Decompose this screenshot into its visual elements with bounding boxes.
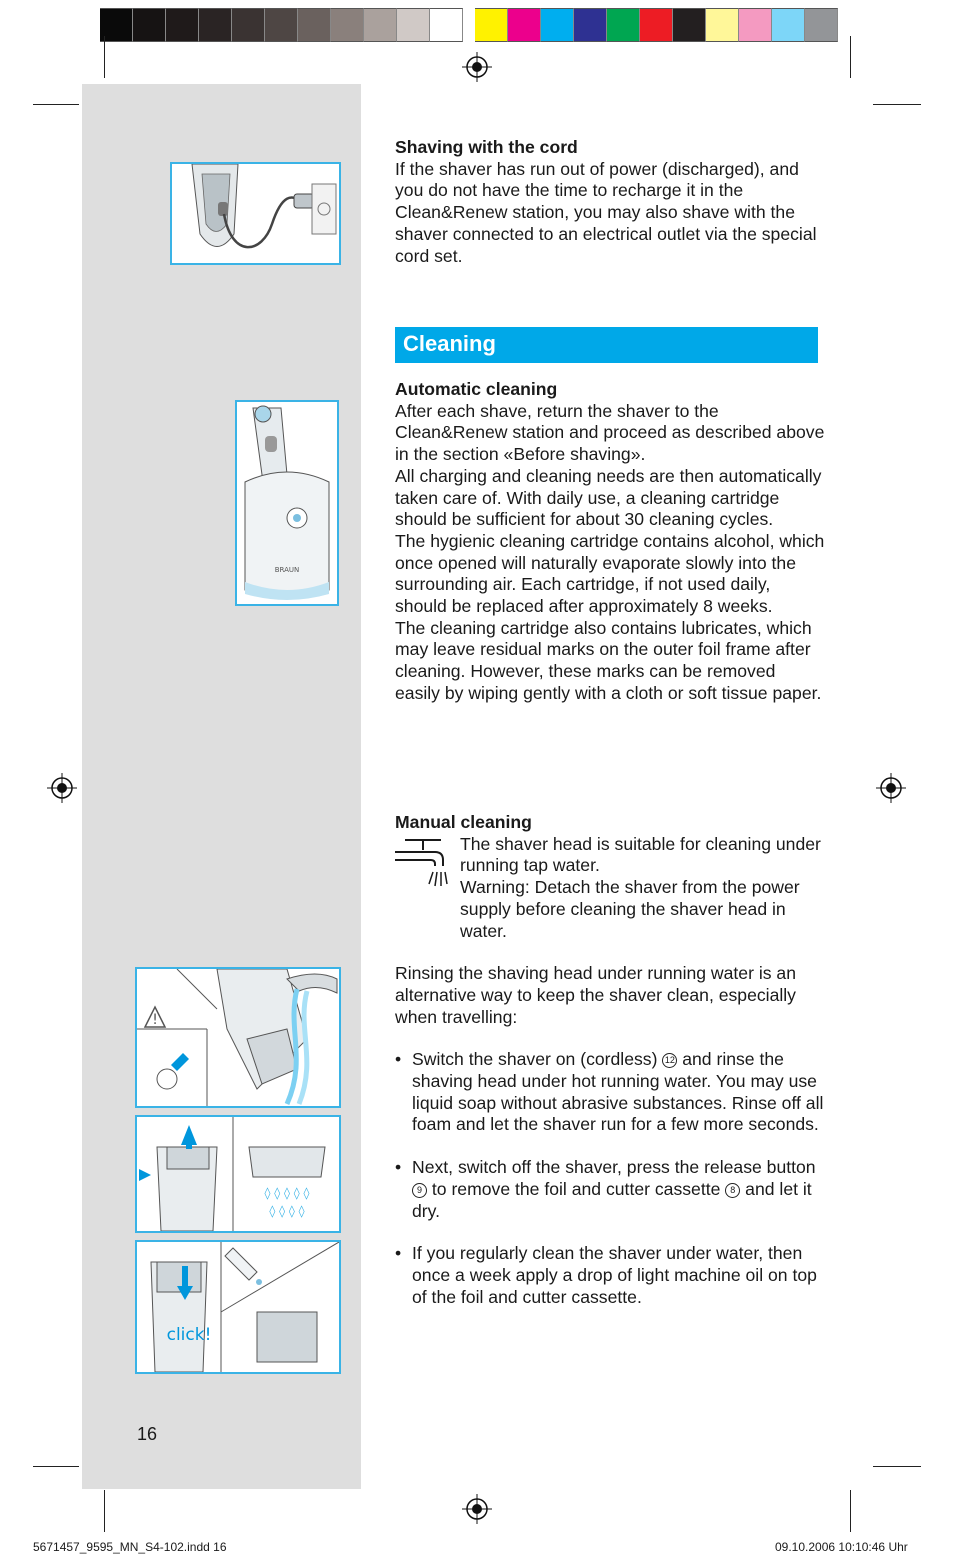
station-illustration (237, 402, 337, 604)
crop-mark (850, 36, 851, 78)
footer-timestamp: 09.10.2006 10:10:46 Uhr (775, 1540, 908, 1554)
registration-mark-icon (462, 1494, 492, 1524)
svg-text:◊ ◊ ◊ ◊ ◊: ◊ ◊ ◊ ◊ ◊ (264, 1186, 310, 1200)
crop-mark (104, 1490, 105, 1532)
paragraph: The hygienic cleaning cartridge contains alcohol, which once opened will naturally evaporate slowly into the surrounding air. Each cartridge, if not used daily, should be replaced after approximately 8 weeks. (395, 530, 825, 617)
rinsing-illustration (137, 969, 339, 1106)
color-swatch (739, 8, 772, 42)
color-swatch (475, 8, 508, 42)
registration-mark-icon (876, 773, 906, 803)
color-swatch (541, 8, 574, 42)
color-swatch (772, 8, 805, 42)
color-swatch (706, 8, 739, 42)
callout-number: 12 (662, 1053, 677, 1068)
color-swatch (265, 8, 298, 42)
svg-text:!: ! (152, 1012, 158, 1028)
crop-mark (33, 104, 79, 105)
warning-text: Warning: Detach the shaver from the power supply before cleaning the shaver head in water. (460, 877, 800, 941)
list-item: • If you regularly clean the shaver under water, then once a week apply a drop of light machine oil on top of the foil and cutter cassette. (395, 1243, 817, 1307)
color-swatch (166, 8, 199, 42)
crop-mark (873, 104, 921, 105)
svg-text:◊ ◊ ◊ ◊: ◊ ◊ ◊ ◊ (269, 1204, 305, 1218)
color-swatch (199, 8, 232, 42)
section-manual-cleaning (395, 812, 825, 1308)
color-swatch (805, 8, 838, 42)
crop-mark (33, 1466, 79, 1467)
crop-mark (850, 1490, 851, 1532)
oiling-illustration (137, 1242, 339, 1372)
color-calibration-bar (100, 8, 838, 42)
paragraph: All charging and cleaning needs are then automatically taken care of. With daily use, a cleaning cartridge should be sufficient for about 30 cleaning cycles. (395, 465, 822, 530)
paragraph: After each shave, return the shaver to the Clean&Renew station and proceed as described above in the section «Before shaving». (395, 400, 825, 465)
bullet-dot: • (395, 1049, 402, 1070)
cleaning-heading-bar (395, 327, 818, 363)
crop-mark (104, 36, 105, 78)
figure-rinsing-under-tap (135, 967, 341, 1108)
swatch-gap (463, 8, 475, 42)
color-swatch (430, 8, 463, 42)
bullet-dot: • (395, 1243, 402, 1264)
footer-filename: 5671457_9595_MN_S4-102.indd 16 (33, 1540, 227, 1554)
list-item: • Switch the shaver on (cordless) 12 and rinse the shaving head under hot running water. You may use liquid soap without abrasive substances. Rinse off all foam and let the shaver run for a few more seconds. (395, 1049, 824, 1135)
page-number: 16 (137, 1424, 158, 1444)
color-swatch (232, 8, 265, 42)
section-body: If the shaver has run out of power (discharged), and you do not have the time to recharge it in the Clean&Renew station, you may also shave with the shaver connected to an electrical outlet via the special cord set. (395, 158, 817, 266)
section-title: Shaving with the cord (395, 137, 578, 157)
registration-mark-icon (462, 52, 492, 82)
list-item: • Next, switch off the shaver, press the release button 9 to remove the foil and cutter cassette 8 and let it dry. (395, 1157, 816, 1221)
color-swatch (397, 8, 430, 42)
section-automatic-cleaning (395, 379, 825, 705)
paragraph: Rinsing the shaving head under running water is an alternative way to keep the shaver clean, especially when travelling: (395, 963, 797, 1027)
figure-release-cassette (135, 1115, 341, 1233)
color-swatch (640, 8, 673, 42)
heading-title: Cleaning (403, 331, 496, 356)
faucet-icon (395, 836, 453, 890)
registration-mark-icon (47, 773, 77, 803)
shaver-cord-illustration (172, 164, 339, 263)
section-title: Automatic cleaning (395, 379, 558, 399)
color-swatch (331, 8, 364, 42)
color-swatch (508, 8, 541, 42)
color-swatch (607, 8, 640, 42)
callout-number: 8 (725, 1183, 740, 1198)
color-swatch (298, 8, 331, 42)
callout-number: 9 (412, 1183, 427, 1198)
section-shaving-with-cord (395, 137, 825, 267)
paragraph: The shaver head is suitable for cleaning under running tap water. (460, 833, 821, 876)
figure-shaver-with-cord (170, 162, 341, 265)
color-swatch (574, 8, 607, 42)
release-illustration (137, 1117, 339, 1231)
section-title: Manual cleaning (395, 812, 532, 832)
bullet-dot: • (395, 1157, 402, 1178)
color-swatch (364, 8, 397, 42)
color-swatch (673, 8, 706, 42)
paragraph: The cleaning cartridge also contains lubricates, which may leave residual marks on the outer foil frame after cleaning. However, these marks can be removed easily by wiping gently with a cloth or soft tissue paper. (395, 617, 822, 703)
figure-clean-renew-station (235, 400, 339, 606)
click-label: click! (166, 1325, 212, 1345)
figure-oiling-cassette (135, 1240, 341, 1374)
crop-mark (873, 1466, 921, 1467)
color-swatch (133, 8, 166, 42)
brand-mark: BRAUN (274, 566, 300, 574)
